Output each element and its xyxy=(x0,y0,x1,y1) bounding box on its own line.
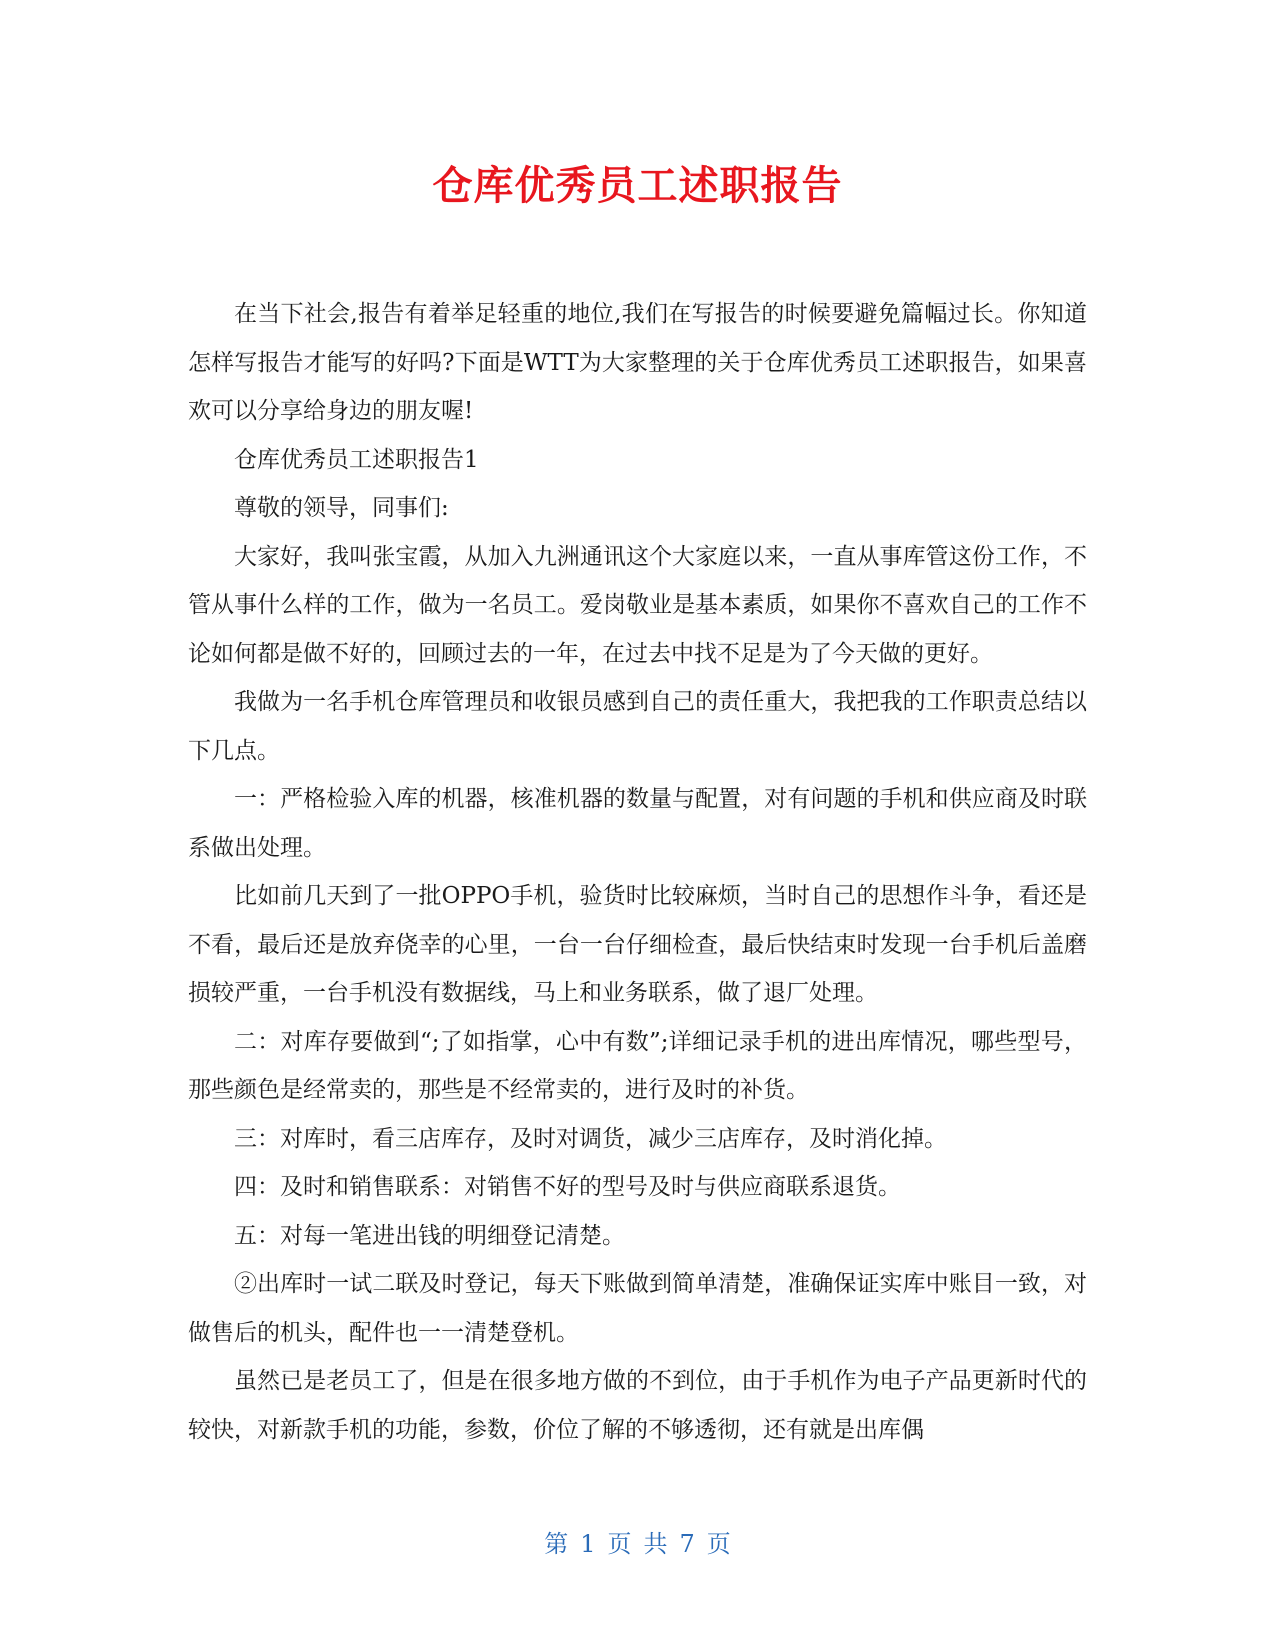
paragraph-point-4: 四：及时和销售联系：对销售不好的型号及时与供应商联系退货。 xyxy=(234,1174,901,1200)
document-body xyxy=(188,290,1087,1454)
paragraph-section-heading: 仓库优秀员工述职报告1 xyxy=(234,446,479,473)
paragraph-intro: 在当下社会,报告有着举足轻重的地位,我们在写报告的时候要避免篇幅过长。你知道怎样写报告才能写的好吗?下面是WTT为大家整理的关于仓库优秀员工述职报告，如果喜欢可以分享给身边的朋友喔! xyxy=(188,301,1087,424)
document-title: 仓库优秀员工述职报告 xyxy=(432,163,843,209)
paragraph-salutation: 尊敬的领导，同事们: xyxy=(234,495,449,521)
page-label: 第 xyxy=(544,1530,569,1558)
paragraph: ②出库时一试二联及时登记，每天下账做到简单清楚，准确保证实库中账目一致，对做售后的机头，配件也一一清楚登机。 xyxy=(188,1271,1087,1346)
total-pages: 7 xyxy=(679,1530,695,1558)
page-number: 1 xyxy=(580,1530,596,1558)
paragraph: 我做为一名手机仓库管理员和收银员感到自己的责任重大，我把我的工作职责总结以下几点。 xyxy=(188,689,1087,764)
paragraph-example: 比如前几天到了一批OPPO手机，验货时比较麻烦，当时自己的思想作斗争，看还是不看，最后还是放弃侥幸的心里，一台一台仔细检查，最后快结束时发现一台手机后盖磨损较严重，一台手机没有数据线，马上和业务联系，做了退厂处理。 xyxy=(188,883,1087,1006)
page-footer xyxy=(0,1528,1275,1560)
total-unit: 页 xyxy=(706,1530,731,1558)
paragraph-point-5: 五：对每一笔进出钱的明细登记清楚。 xyxy=(234,1222,625,1249)
paragraph-point-3: 三：对库时，看三店库存，及时对调货，减少三店库存，及时消化掉。 xyxy=(234,1125,947,1152)
paragraph: 大家好，我叫张宝霞，从加入九洲通讯这个大家庭以来，一直从事库管这份工作，不管从事什么样的工作，做为一名员工。爱岗敬业是基本素质，如果你不喜欢自己的工作不论如何都是做不好的，回顾过去的一年，在过去中找不足是为了今天做的更好。 xyxy=(188,543,1087,667)
page-unit: 页 xyxy=(607,1530,632,1558)
paragraph: 虽然已是老员工了，但是在很多地方做的不到位，由于手机作为电子产品更新时代的较快，对新款手机的功能，参数，价位了解的不够透彻，还有就是出库偶 xyxy=(188,1368,1087,1443)
paragraph-point-2: 二：对库存要做到“;了如指掌，心中有数”;详细记录手机的进出库情况，哪些型号，那些颜色是经常卖的，那些是不经常卖的，进行及时的补货。 xyxy=(188,1028,1087,1103)
paragraph-point-1: 一：严格检验入库的机器，核准机器的数量与配置，对有问题的手机和供应商及时联系做出处理。 xyxy=(188,786,1087,861)
total-label: 共 xyxy=(643,1530,668,1558)
